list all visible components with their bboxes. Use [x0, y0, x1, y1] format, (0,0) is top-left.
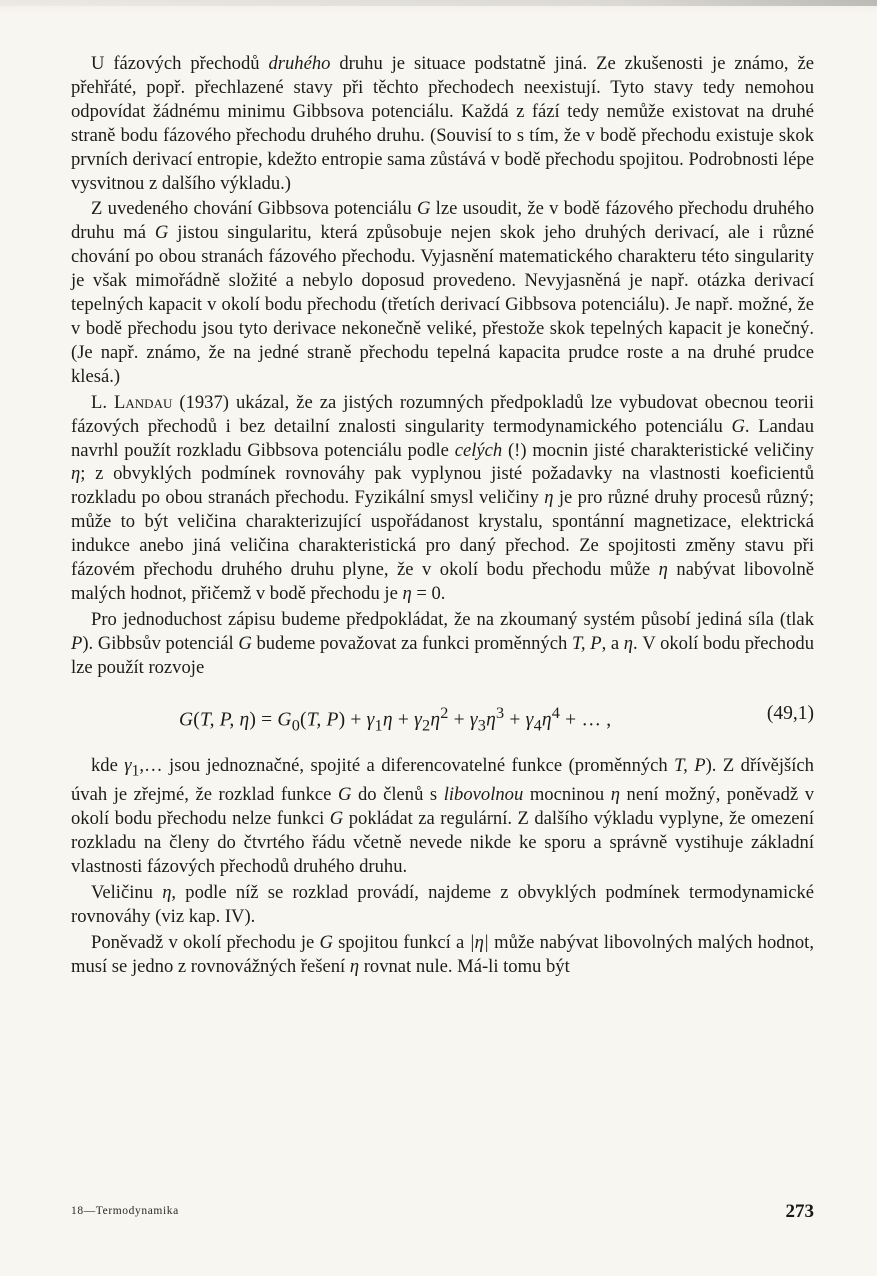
paragraph-5: kde $\gamma_1,\dots$ jsou jednoznačné, spojité a diferencovatelné funkce (proměnných T, P). Z dřívějších úvah je zřejmé, že rozklad funkce G do členů s libovolnou mocninou η není možný, poněvadž v okolí bodu přechodu nelze funkci G pokládat za regulární. Z dalšího výkladu vyplyne, že omezení rozkladu na členy do čtvrtého řádu včetně nevede nikde ke sporu a správně vystihuje základní vlastnosti fázových přechodů druhého druhu.: [71, 754, 815, 877]
paragraph-7: Poněvadž v okolí přechodu je G spojitou funkcí a |η| může nabývat libovolných malých hodnot, musí se jedno z rovnovážných řešení η rovnat nule. Má-li tomu být: [71, 931, 814, 977]
author-name: Landau: [114, 391, 173, 413]
scan-top-edge: [0, 0, 877, 6]
signature-mark: 18—Termodynamika: [71, 1205, 179, 1217]
body-text: [71, 52, 814, 978]
paragraph-3: L. Landau (1937) ukázal, že za jistých rozumných předpokladů lze vybudovat obecnou teorii fázových přechodů i bez detailní znalosti singularity termodynamického potenciálu G. Landau navrhl použít rozkladu Gibbsova potenciálu podle celých (!) mocnin jisté charakteristické veličiny η; z obvyklých podmínek rovnováhy pak vyplynou jisté požadavky na vlastnosti koeficientů rozkladu po obou stranách přechodu. Fyzikální smysl veličiny η je pro různé druhy procesů různý; může to být veličina charakterizující uspořádanost krystalu, spontánní magnetizace, elektrická indukce anebo jiná veličina charakteristická pro daný přechod. Ze spojitosti změny stavu při fázovém přechodu druhého druhu plyne, že v okolí bodu přechodu může η nabývat libovolně malých hodnot, přičemž v bodě přechodu je η = 0.: [71, 391, 815, 604]
equation-expression: G(T, P, $\eta) = G_0(T$, $P) + \gamma_1\eta + \gamma_2\eta^2 + \gamma_3\eta^3 + \gamma_4\eta^4$ + … ,: [179, 703, 612, 734]
paragraph-2: Z uvedeného chování Gibbsova potenciálu G lze usoudit, že v bodě fázového přechodu druhého druhu má G jistou singularitu, která způsobuje nejen skok jeho druhých derivací, ale i různé chování po obou stranách fázového přechodu. Vyjasnění matematického charakteru této singularity je však mimořádně složité a nebylo doposud provedeno. Nevyjasněná je např. otázka derivací tepelných kapacit v okolí bodu přechodu (třetích derivací Gibbsova potenciálu). Je např. možné, že v bodě přechodu jsou tyto derivace nekonečně veliké, přestože skok tepelných kapacit je konečný. (Je např. známo, že na jedné straně přechodu tepelná kapacita prudce roste a na druhé prudce klesá.): [71, 198, 814, 387]
equation-number: (49,1): [766, 702, 814, 724]
page-number: 273: [785, 1201, 814, 1222]
paragraph-1: U fázových přechodů druhého druhu je situace podstatně jiná. Ze zkušenosti je známo, že přehřáté, popř. přechlazené stavy při těchto přechodech neexistují. Tyto stavy tedy nemohou odpovídat žádnému minimu Gibbsova potenciálu. Každá z fází tedy nemůže existovat na druhé straně bodu fázového přechodu druhého druhu. (Souvisí to s tím, že v bodě přechodu existuje skok prvních derivací entropie, kdežto entropie sama zůstává v bodě přechodu spojitou. Podrobnosti lépe vysvitnou z dalšího výkladu.): [71, 53, 814, 194]
paragraph-4: Pro jednoduchost zápisu budeme předpokládat, že na zkoumaný systém působí jediná síla (tlak P). Gibbsův potenciál G budeme považovat za funkci proměnných T, P, a η. V okolí bodu přechodu lze použít rozvoje: [71, 608, 814, 678]
paragraph-6: Veličinu η, podle níž se rozklad provádí, najdeme z obvyklých podmínek termodynamické rovnováhy (viz kap. IV).: [71, 881, 814, 927]
equation-49-1: [71, 680, 814, 754]
